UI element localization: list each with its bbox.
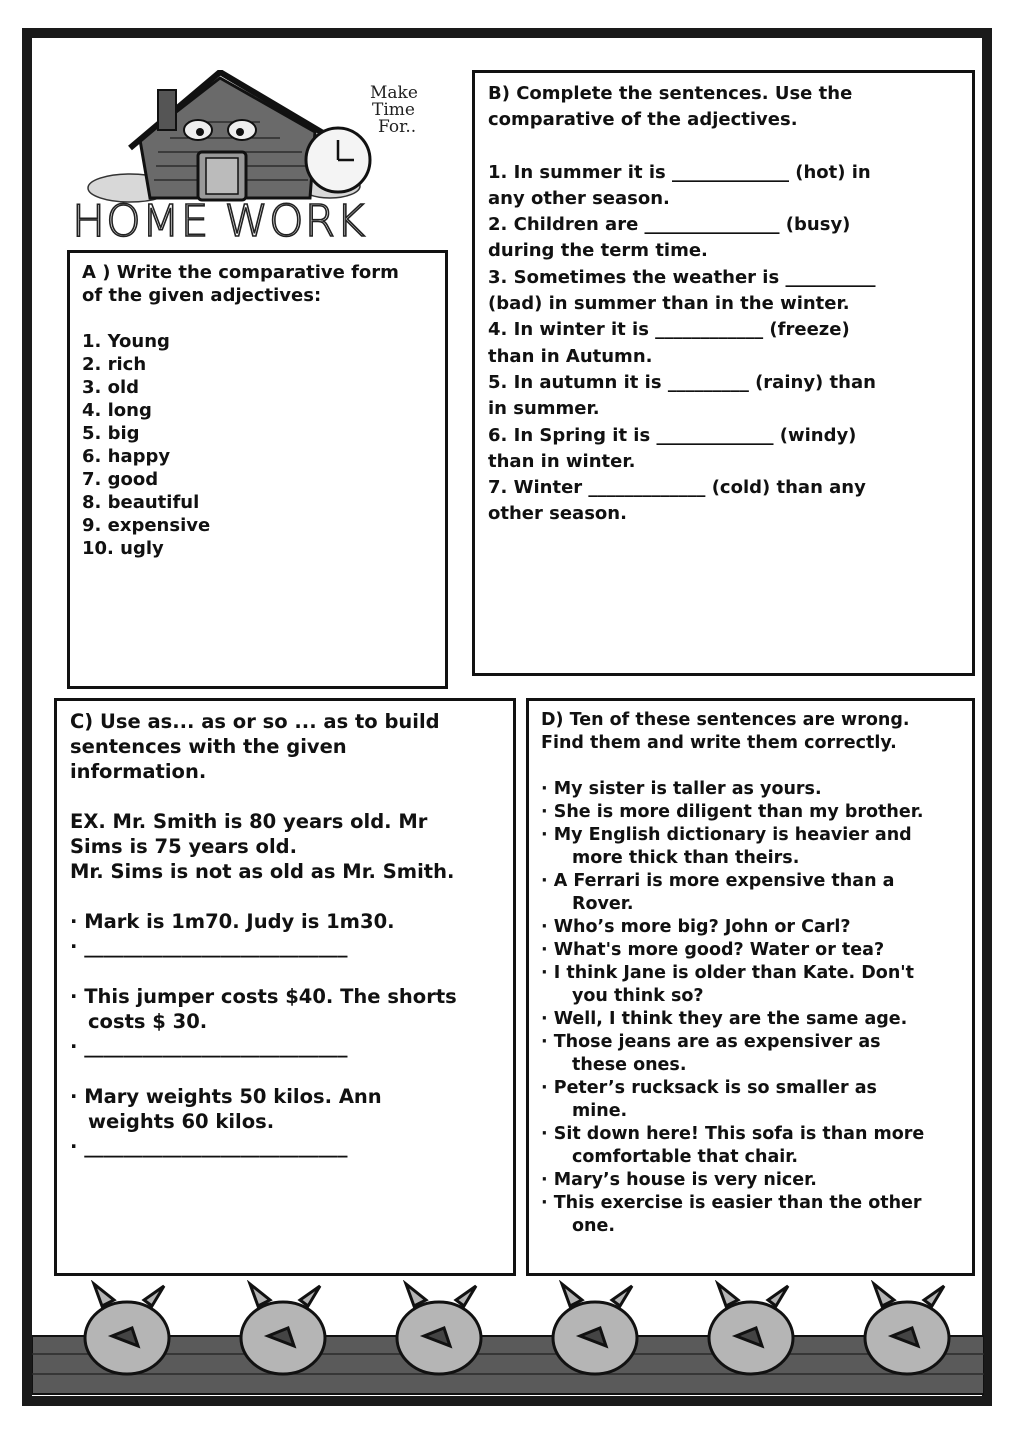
- logo-wordmark: HOME WORK: [72, 196, 367, 245]
- section-c-box: [54, 698, 516, 1276]
- sentence-line: 6. In Spring it is _____________ (windy): [488, 424, 857, 446]
- sentence-line: than in Autumn.: [488, 345, 653, 367]
- section-b-box: [472, 70, 975, 676]
- exercise-line: · This jumper costs $40. The shorts: [70, 985, 457, 1008]
- sentence-line: · I think Jane is older than Kate. Don't: [541, 963, 915, 983]
- example-line: Mr. Sims is not as old as Mr. Smith.: [70, 860, 455, 883]
- sentence-line: more thick than theirs.: [572, 848, 800, 868]
- list-item: 8. beautiful: [82, 492, 200, 513]
- sentence-line: other season.: [488, 503, 627, 525]
- sentence-line: · My English dictionary is heavier and: [541, 825, 912, 845]
- sentence-line: · Those jeans are as expensiver as: [541, 1032, 881, 1052]
- sentence-line: these ones.: [572, 1055, 687, 1075]
- list-item: 6. happy: [82, 446, 171, 467]
- sentence-line: one.: [572, 1216, 615, 1236]
- sentence-line: · What's more good? Water or tea?: [541, 940, 885, 960]
- section-d-box: [526, 698, 975, 1276]
- exercise-line: costs $ 30.: [88, 1010, 208, 1033]
- sentence-line: during the term time.: [488, 240, 708, 262]
- sentence-line: Rover.: [572, 894, 634, 914]
- sentence-line: · She is more diligent than my brother.: [541, 802, 924, 822]
- example-line: Sims is 75 years old.: [70, 835, 298, 858]
- section-b-heading: B) Complete the sentences. Use the: [488, 83, 853, 104]
- sentence-line: 2. Children are _______________ (busy): [488, 214, 851, 236]
- section-c-heading: C) Use as... as or so ... as to build: [70, 710, 440, 733]
- sentence-line: comfortable that chair.: [572, 1147, 799, 1167]
- answer-line: · ___________________________: [70, 935, 348, 958]
- exercise-line: · Mary weights 50 kilos. Ann: [70, 1085, 382, 1108]
- sentence-line: · Mary’s house is very nicer.: [541, 1170, 817, 1190]
- sentence-line: · A Ferrari is more expensive than a: [541, 871, 895, 891]
- sentence-line: 3. Sometimes the weather is __________: [488, 266, 876, 288]
- sentence-line: · Sit down here! This sofa is than more: [541, 1124, 925, 1144]
- list-item: 9. expensive: [82, 515, 211, 536]
- answer-line: · ___________________________: [70, 1035, 348, 1058]
- logo-tagline-3: For..: [378, 117, 417, 137]
- sentence-line: any other season.: [488, 187, 670, 209]
- sentence-line: (bad) in summer than in the winter.: [488, 293, 850, 315]
- list-item: 7. good: [82, 469, 159, 490]
- section-a-heading: of the given adjectives:: [82, 285, 322, 306]
- sentence-line: · Peter’s rucksack is so smaller as: [541, 1078, 877, 1098]
- sentence-line: · My sister is taller as yours.: [541, 779, 822, 799]
- list-item: 1. Young: [82, 331, 170, 352]
- section-b-heading: comparative of the adjectives.: [488, 109, 798, 131]
- sentence-line: 1. In summer it is _____________ (hot) in: [488, 161, 871, 183]
- homework-house-illustration: [70, 70, 440, 245]
- logo-tagline-2: Time: [372, 100, 415, 120]
- section-a-heading: A ) Write the comparative form: [82, 262, 399, 283]
- sentence-line: in summer.: [488, 398, 600, 420]
- sentence-line: · Well, I think they are the same age.: [541, 1009, 908, 1029]
- list-item: 4. long: [82, 400, 152, 421]
- sentence-line: mine.: [572, 1101, 628, 1121]
- sentence-line: 5. In autumn it is _________ (rainy) than: [488, 371, 876, 393]
- sentence-line: 7. Winter _____________ (cold) than any: [488, 477, 866, 499]
- exercise-line: weights 60 kilos.: [88, 1110, 275, 1133]
- sentence-line: you think so?: [572, 986, 704, 1006]
- sentence-line: than in winter.: [488, 450, 636, 472]
- answer-line: · ___________________________: [70, 1135, 348, 1158]
- logo-tagline-1: Make: [370, 83, 418, 103]
- sentence-line: 4. In winter it is ____________ (freeze): [488, 319, 850, 341]
- chick-border-illustration: [32, 1280, 984, 1396]
- section-a-box: [67, 250, 448, 689]
- sentence-line: · This exercise is easier than the other: [541, 1193, 922, 1213]
- section-d-heading: D) Ten of these sentences are wrong.: [541, 710, 910, 730]
- list-item: 3. old: [82, 377, 140, 398]
- list-item: 2. rich: [82, 354, 147, 375]
- example-line: EX. Mr. Smith is 80 years old. Mr: [70, 810, 428, 833]
- section-c-heading: sentences with the given: [70, 735, 347, 758]
- section-c-heading: information.: [70, 760, 207, 783]
- list-item: 5. big: [82, 423, 140, 444]
- list-item: 10. ugly: [82, 538, 164, 559]
- exercise-line: · Mark is 1m70. Judy is 1m30.: [70, 910, 395, 933]
- sentence-line: · Who’s more big? John or Carl?: [541, 917, 851, 937]
- section-d-heading: Find them and write them correctly.: [541, 733, 897, 753]
